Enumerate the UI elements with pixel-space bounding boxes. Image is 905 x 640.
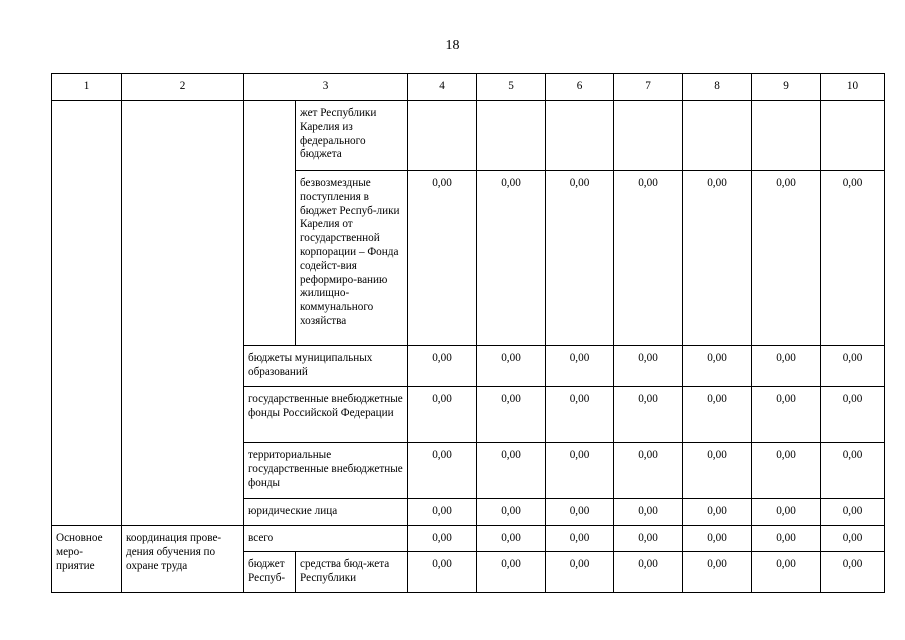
value-cell: 0,00 [614,552,683,593]
value-cell: 0,00 [546,526,614,552]
value-cell: 0,00 [614,387,683,443]
value-cell: 0,00 [752,499,821,526]
name-cell: координация прове-дения обучения по охране труда [122,526,244,593]
source-group-cell [244,101,296,346]
value-cell: 0,00 [821,171,885,346]
name-cell [122,101,244,526]
header-cell: 7 [614,74,683,101]
value-cell: 0,00 [477,552,546,593]
header-cell: 9 [752,74,821,101]
value-cell: 0,00 [821,387,885,443]
value-cell [546,101,614,171]
source-cell: жет Республики Карелия из федерального бюджета [296,101,408,171]
value-cell: 0,00 [752,387,821,443]
value-cell: 0,00 [683,499,752,526]
value-cell: 0,00 [408,526,477,552]
value-cell: 0,00 [546,346,614,387]
table-row [52,526,885,552]
source-cell: всего [244,526,408,552]
value-cell: 0,00 [683,346,752,387]
source-cell: безвозмездные поступления в бюджет Респуб-лики Карелия от государственной корпорации – Фонда содейст-вия реформиро-ванию жилищно-коммунального хозяйства [296,171,408,346]
value-cell [683,101,752,171]
value-cell: 0,00 [683,526,752,552]
table-header-row [52,74,885,101]
header-cell: 2 [122,74,244,101]
source-cell: территориальные государственные внебюджетные фонды [244,443,408,499]
value-cell: 0,00 [477,526,546,552]
value-cell: 0,00 [614,443,683,499]
value-cell [752,101,821,171]
value-cell: 0,00 [614,171,683,346]
value-cell: 0,00 [614,499,683,526]
page-number: 18 [445,38,460,53]
value-cell [614,101,683,171]
budget-table [51,73,885,593]
value-cell: 0,00 [683,443,752,499]
value-cell [821,101,885,171]
header-cell: 1 [52,74,122,101]
value-cell: 0,00 [408,346,477,387]
value-cell: 0,00 [683,552,752,593]
source-cell: государственные внебюджетные фонды Российской Федерации [244,387,408,443]
value-cell: 0,00 [821,552,885,593]
header-cell: 10 [821,74,885,101]
value-cell: 0,00 [408,552,477,593]
value-cell: 0,00 [821,346,885,387]
value-cell: 0,00 [752,171,821,346]
value-cell: 0,00 [683,387,752,443]
value-cell: 0,00 [477,443,546,499]
value-cell: 0,00 [752,552,821,593]
value-cell: 0,00 [477,346,546,387]
source-cell: юридические лица [244,499,408,526]
value-cell: 0,00 [477,171,546,346]
value-cell: 0,00 [408,499,477,526]
value-cell: 0,00 [546,387,614,443]
table-row [52,101,885,171]
value-cell: 0,00 [752,443,821,499]
source-group-cell: бюджет Респуб- [244,552,296,593]
status-cell [52,101,122,526]
value-cell: 0,00 [477,499,546,526]
header-cell: 3 [244,74,408,101]
value-cell: 0,00 [408,443,477,499]
source-cell: средства бюд-жета Республики [296,552,408,593]
value-cell [408,101,477,171]
value-cell: 0,00 [752,346,821,387]
header-cell: 8 [683,74,752,101]
value-cell: 0,00 [821,443,885,499]
value-cell: 0,00 [683,171,752,346]
status-cell: Основное меро-приятие [52,526,122,593]
value-cell: 0,00 [614,346,683,387]
value-cell: 0,00 [614,526,683,552]
source-cell: бюджеты муниципальных образований [244,346,408,387]
value-cell: 0,00 [546,552,614,593]
value-cell: 0,00 [546,171,614,346]
value-cell: 0,00 [546,499,614,526]
value-cell: 0,00 [752,526,821,552]
value-cell [477,101,546,171]
value-cell: 0,00 [408,387,477,443]
value-cell: 0,00 [821,499,885,526]
header-cell: 5 [477,74,546,101]
header-cell: 6 [546,74,614,101]
value-cell: 0,00 [546,443,614,499]
value-cell: 0,00 [408,171,477,346]
header-cell: 4 [408,74,477,101]
value-cell: 0,00 [821,526,885,552]
value-cell: 0,00 [477,387,546,443]
